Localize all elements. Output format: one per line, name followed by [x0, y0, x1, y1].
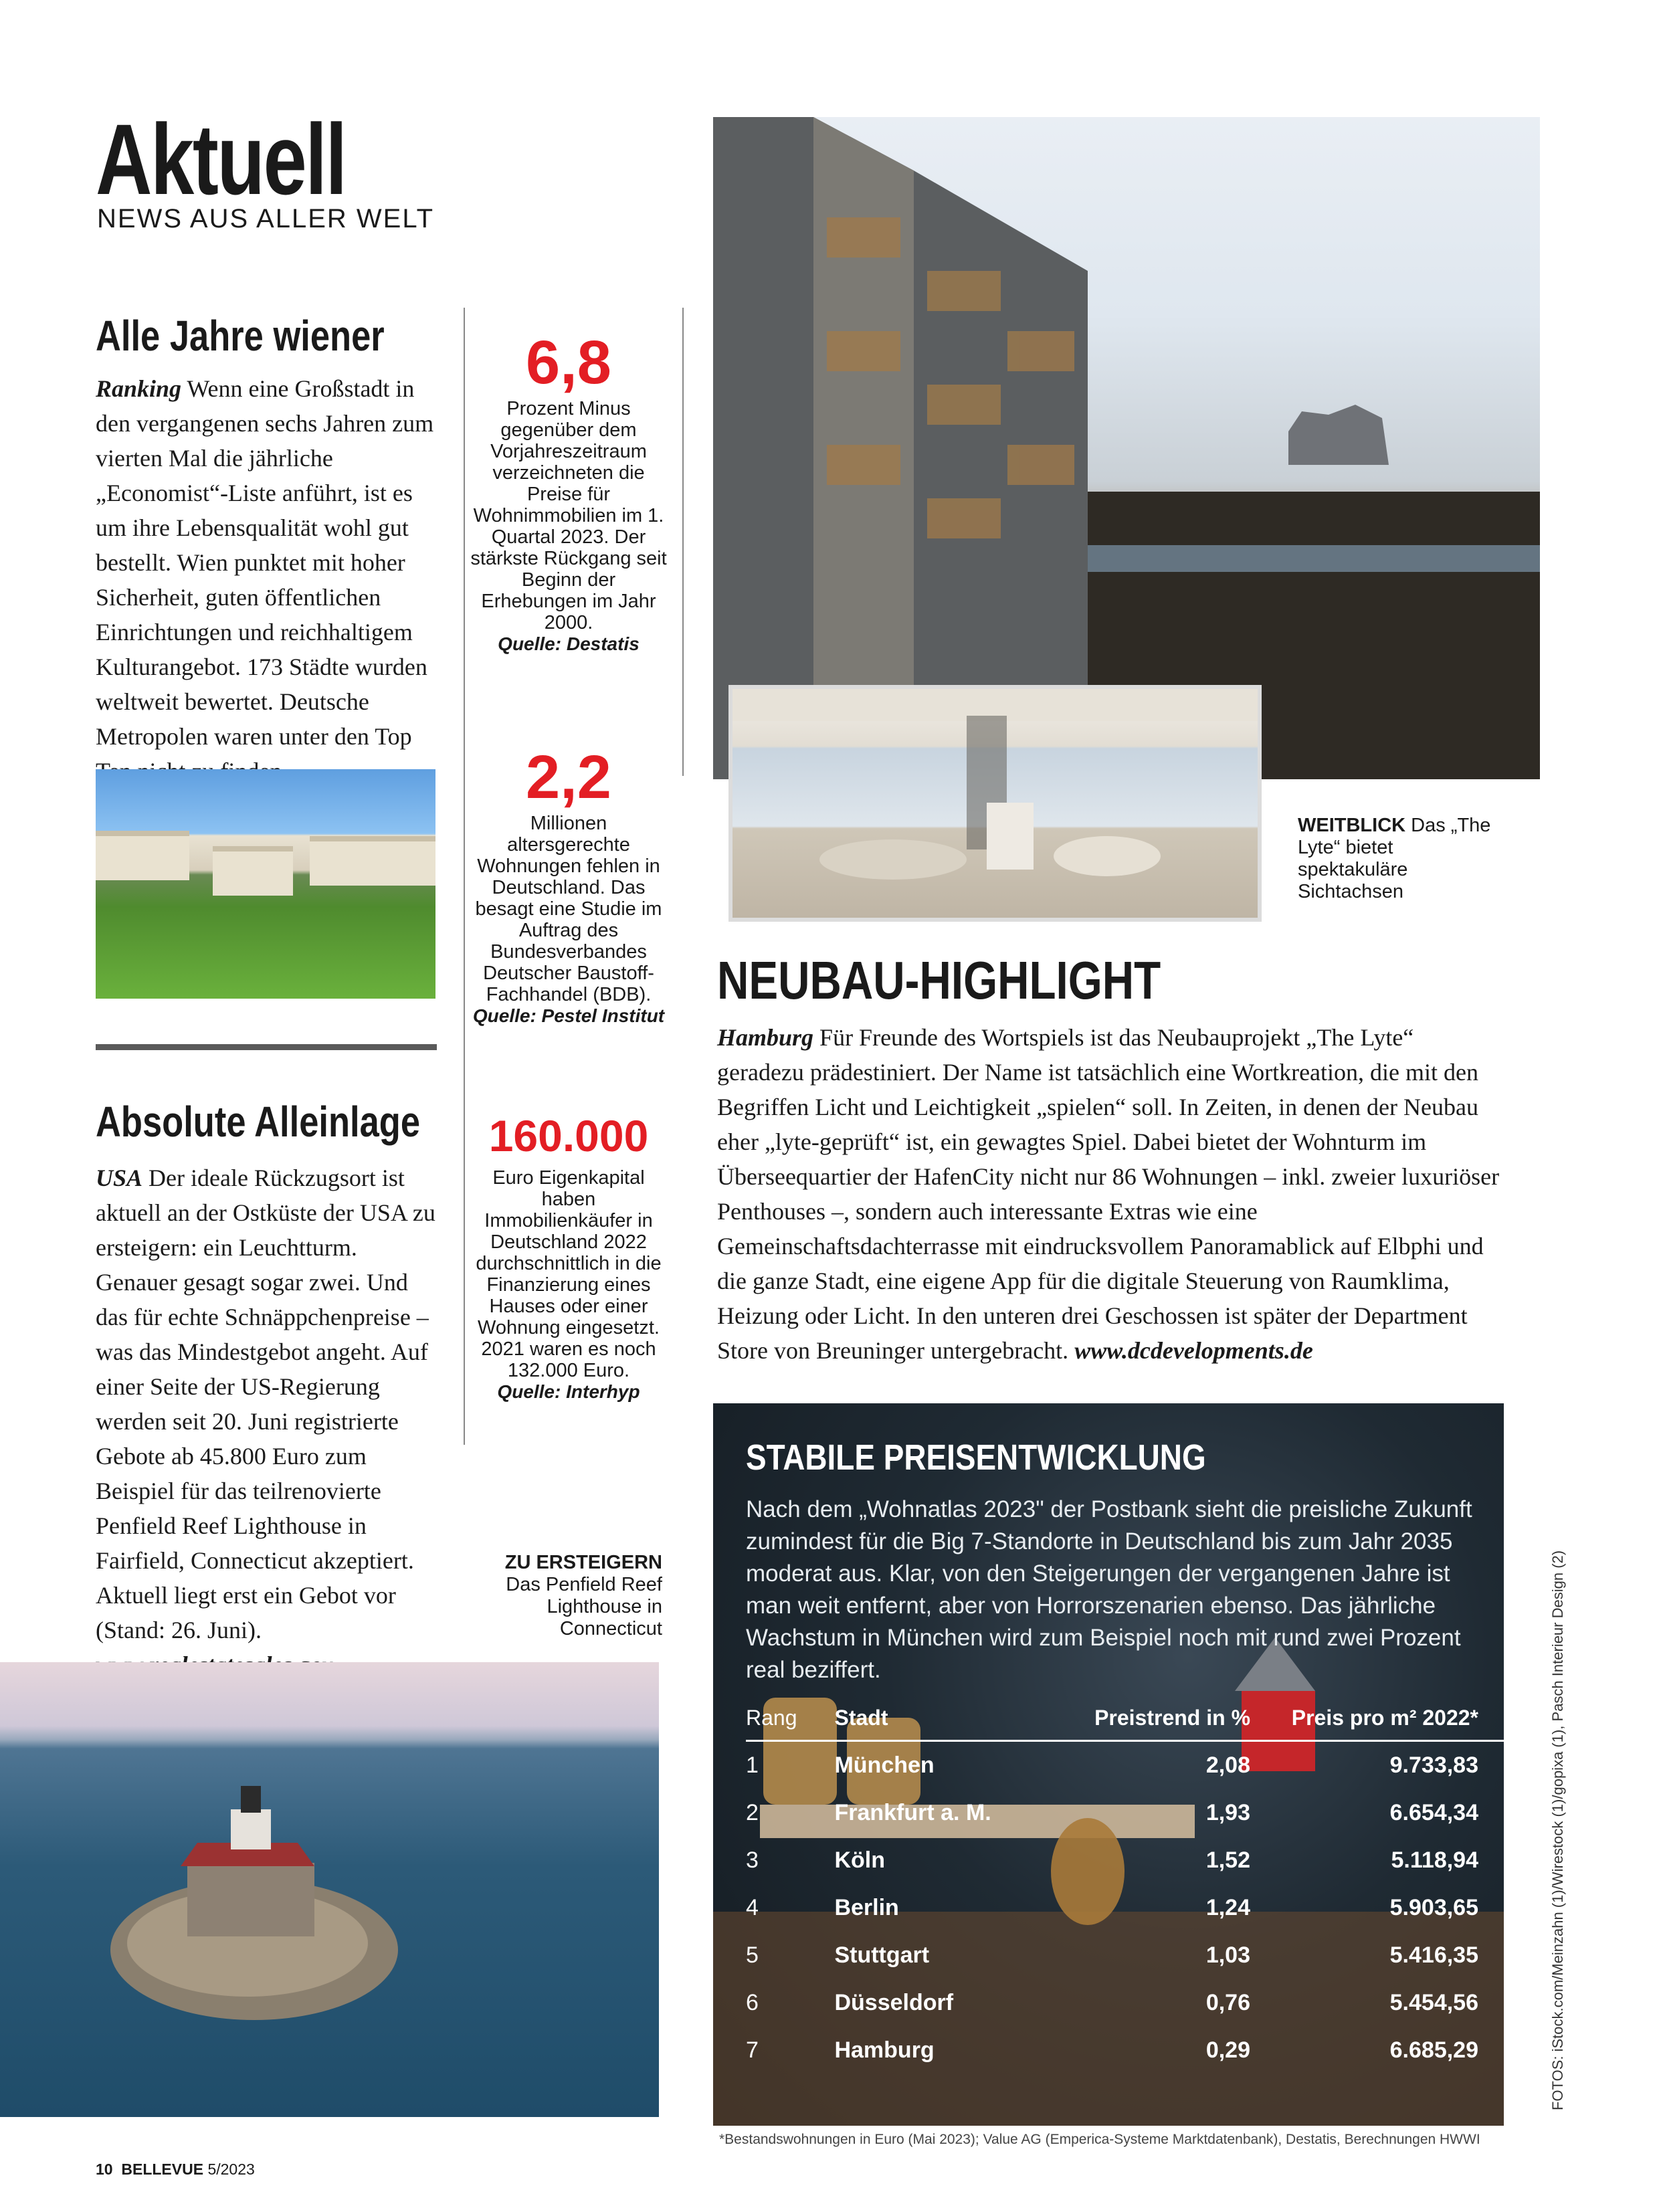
price-table: [746, 1706, 1505, 2074]
stat-description: [468, 398, 669, 655]
article-kicker: USA: [96, 1165, 143, 1191]
table-row: [746, 1789, 1505, 1837]
photo-caption-lighthouse: [455, 1552, 662, 1640]
article-body-vienna: [96, 371, 444, 789]
lighthouse-photo: [0, 1662, 659, 2117]
caption-text: Das „The Lyte“ bietet spektakuläre Sichtachsen: [1298, 815, 1491, 902]
column-rule: [682, 308, 684, 776]
table-cell: 1,03: [1205, 1942, 1251, 1968]
stat-value: 160.000: [488, 1111, 649, 1161]
table-row: [746, 1884, 1505, 1932]
article-text: Der ideale Rückzugsort ist aktuell an der Ostküste der USA zu ersteigern: ein Leuchtturm. Genauer gesagt sogar zwei. Und das für echte Schnäppchenpreise – was das Mindestgebot angeht. Auf einer Seite der US-Regierung werden seit 20. Juni registrierte Gebote ab 45.800 Euro zum Beispiel für das teilrenovierte Penfield Reef Lighthouse in Fairfield, Connecticut akzeptiert. Aktuell liegt erst ein Gebot vor (Stand: 26. Juni).: [96, 1165, 435, 1643]
article-kicker: Hamburg: [717, 1024, 814, 1051]
stat-value: 6,8: [526, 328, 611, 397]
column-header: Preistrend in %: [1061, 1706, 1270, 1741]
photo-credits: FOTOS: iStock.com/Meinzahn (1)/Wirestock (1)/gopixa (1), Pasch Interieur Design (2): [1549, 1550, 1566, 2110]
column-header: Preis pro m² 2022*: [1270, 1706, 1505, 1741]
table-cell: 5.903,65: [1389, 1895, 1478, 1920]
article-headline-vienna: Alle Jahre wiener: [96, 312, 385, 360]
table-cell: 5.416,35: [1389, 1942, 1478, 1968]
table-cell: 1,93: [1205, 1800, 1251, 1825]
table-cell: 0,76: [1205, 1990, 1251, 2015]
caption-label: ZU ERSTEIGERN: [504, 1552, 662, 1573]
table-cell: 6.685,29: [1389, 2037, 1478, 2063]
table-cell: 6: [746, 1990, 759, 2015]
stat-source: Quelle: Interhyp: [497, 1381, 640, 1402]
column-header: Stadt: [834, 1706, 1060, 1741]
table-cell: 1,52: [1205, 1847, 1251, 1873]
table-cell: Hamburg: [834, 2037, 935, 2063]
article-body-lighthouse: [96, 1161, 444, 1682]
vienna-park-photo: [96, 769, 435, 999]
stat-text: Euro Eigenkapital haben Immobilienkäufer in Deutschland 2022 durchschnittlich in die Finanzierung eines Hauses oder einer Wohnung eingesetzt. 2021 waren es noch 132.000 Euro.: [476, 1167, 662, 1381]
page-number: 10: [96, 2160, 113, 2178]
table-cell: 5.118,94: [1391, 1847, 1478, 1873]
table-row: [746, 1932, 1505, 1979]
the-lyte-tower-photo: [713, 117, 1540, 779]
stat-description: [468, 1167, 669, 1403]
column-header: Rang: [746, 1706, 834, 1741]
table-cell: 1: [746, 1752, 759, 1778]
table-footnote: *Bestandswohnungen in Euro (Mai 2023); Value AG (Emperica-Systeme Marktdatenbank), Destatis, Berechnungen HWWI: [719, 2132, 1480, 2147]
stat-description: [468, 813, 669, 1027]
stat-text: Prozent Minus gegenüber dem Vorjahreszeitraum verzeichneten die Preise für Wohnimmobilien im 1. Quartal 2023. Der stärkste Rückgang seit Beginn der Erhebungen im Jahr 2000.: [470, 398, 667, 633]
article-text: Für Freunde des Wortspiels ist das Neubauprojekt „The Lyte“ geradezu prädestiniert. Der Name ist tatsächlich eine Wortkreation, die mit den Begriffen Licht und Leichtigkeit „spielen“ soll. In Zeiten, in denen der Neubau eher „lyte-geprüft“ ist, ein gewagtes Spiel. Dabei bietet der Wohnturm im Überseequartier der HafenCity nicht nur 86 Wohnungen – inkl. zweier luxuriöser Penthouses –, sondern auch interessante Extras wie eine Gemeinschaftsdachterrasse mit eindrucksvollem Panoramablick auf Elbphi und die ganze Stadt, eine eigene App für die digitale Steuerung von Raumklima, Heizung oder Licht. In den unteren drei Geschossen ist später der Department Store von Breuninger untergebracht.: [717, 1024, 1500, 1364]
divider: [96, 1044, 437, 1050]
magazine-name: BELLEVUE: [121, 2160, 204, 2178]
table-cell: 5.454,56: [1389, 1990, 1478, 2015]
article-headline-lighthouse: Absolute Alleinlage: [96, 1098, 421, 1146]
table-cell: 2: [746, 1800, 759, 1825]
table-cell: 3: [746, 1847, 759, 1873]
caption-label: WEITBLICK: [1298, 815, 1406, 836]
column-rule: [464, 308, 465, 1445]
stat-source: Quelle: Destatis: [498, 633, 640, 654]
table-cell: 7: [746, 2037, 759, 2063]
table-row: [746, 1979, 1505, 2027]
photo-caption-weitblick: [1298, 815, 1498, 903]
table-cell: 6.654,34: [1389, 1800, 1478, 1825]
caption-text: Das Penfield Reef Lighthouse in Connecticut: [506, 1574, 662, 1639]
table-cell: Berlin: [834, 1895, 899, 1920]
the-lyte-interior-photo: [733, 689, 1258, 918]
stat-text: Millionen altersgerechte Wohnungen fehlen in Deutschland. Das besagt eine Studie im Auftrag des Bundesverbandes Deutscher Baustoff-Fachhandel (BDB).: [475, 813, 662, 1005]
stat-source: Quelle: Pestel Institut: [472, 1005, 665, 1026]
article-headline-neubau: NEUBAU-HIGHLIGHT: [717, 950, 1161, 1010]
table-cell: 4: [746, 1895, 759, 1920]
table-title: STABILE PREISENTWICKLUNG: [746, 1437, 1206, 1478]
table-header-row: [746, 1706, 1505, 1741]
table-cell: Köln: [834, 1847, 886, 1873]
stat-value: 2,2: [526, 743, 611, 811]
page-folio: [96, 2160, 255, 2179]
table-cell: Stuttgart: [834, 1942, 930, 1968]
table-row: [746, 1741, 1505, 1790]
article-text: Wenn eine Großstadt in den vergangenen sechs Jahren zum vierten Mal die jährliche „Economist“-Liste anführt, ist es um ihre Lebensqualität wohl gut bestellt. Wien punktet mit hoher Sicherheit, guten öffentlichen Einrichtungen und reichhaltigem Kulturangebot. 173 Städte wurden weltweit bewertet. Deutsche Metropolen waren unter den Top: [96, 375, 434, 750]
table-cell: Düsseldorf: [834, 1990, 954, 2015]
table-cell: 2,08: [1205, 1752, 1251, 1778]
section-subtitle: NEWS AUS ALLER WELT: [97, 204, 435, 233]
table-cell: München: [834, 1752, 935, 1778]
article-link[interactable]: www.dcdevelopments.de: [1074, 1337, 1313, 1364]
section-title: Aktuell: [96, 103, 346, 215]
table-cell: Frankfurt a. M.: [834, 1800, 991, 1825]
table-cell: 9.733,83: [1389, 1752, 1478, 1778]
table-intro: Nach dem „Wohnatlas 2023" der Postbank sieht die preisliche Zukunft zumindest für die Big 7-Standorte in Deutschland bis zum Jahr 2035 moderat aus. Klar, von den Steigerungen der vergangenen Jahre ist man weit entfernt, aber von Horrorszenarien ebenso. Das jährliche Wachstum in München wird zum Beispiel noch mit rund zwei Prozent real beziffert.: [746, 1496, 1472, 1683]
photo-credits-wrapper: [1549, 1550, 1569, 2117]
issue-number: 5/2023: [207, 2160, 255, 2178]
table-cell: 5: [746, 1942, 759, 1968]
table-cell: 1,24: [1205, 1895, 1251, 1920]
article-body-neubau: [717, 1020, 1506, 1368]
table-row: [746, 2027, 1505, 2074]
article-kicker: Ranking: [96, 375, 182, 402]
table-cell: 0,29: [1205, 2037, 1251, 2063]
table-row: [746, 1837, 1505, 1884]
